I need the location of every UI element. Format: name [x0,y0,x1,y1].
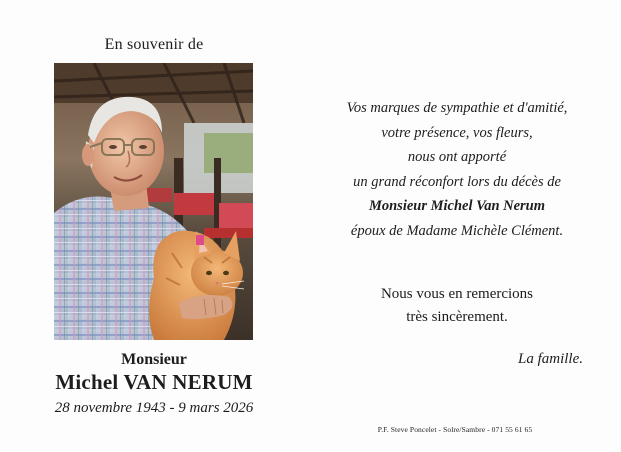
thanks-line: très sincèrement. [406,309,508,325]
family-signature: La famille. [517,351,583,367]
portrait-photo-icon [54,63,253,340]
message-line: nous ont apporté [407,149,507,166]
deceased-honorific: Monsieur [121,351,187,368]
message-line: époux de Madame Michèle Clément. [350,222,564,239]
funeral-home-footer: P.F. Steve Poncelet - Solre/Sambre - 071 55 61 65 [377,425,533,434]
thanks-line: Nous vous en remercions [380,286,534,302]
souvenir-heading: En souvenir de [104,36,204,53]
message-deceased-name: Monsieur Michel Van Nerum [368,198,546,215]
deceased-name: Michel VAN NERUM [55,370,253,394]
message-line: Vos marques de sympathie et d'amitié, [346,100,568,116]
thanks-message [308,283,606,329]
sympathy-message [308,96,606,244]
message-line: un grand réconfort lors du décès de [353,173,561,190]
life-dates: 28 novembre 1943 - 9 mars 2026 [54,400,254,416]
portrait-photo [54,63,253,340]
message-line: votre présence, vos fleurs, [381,124,533,141]
